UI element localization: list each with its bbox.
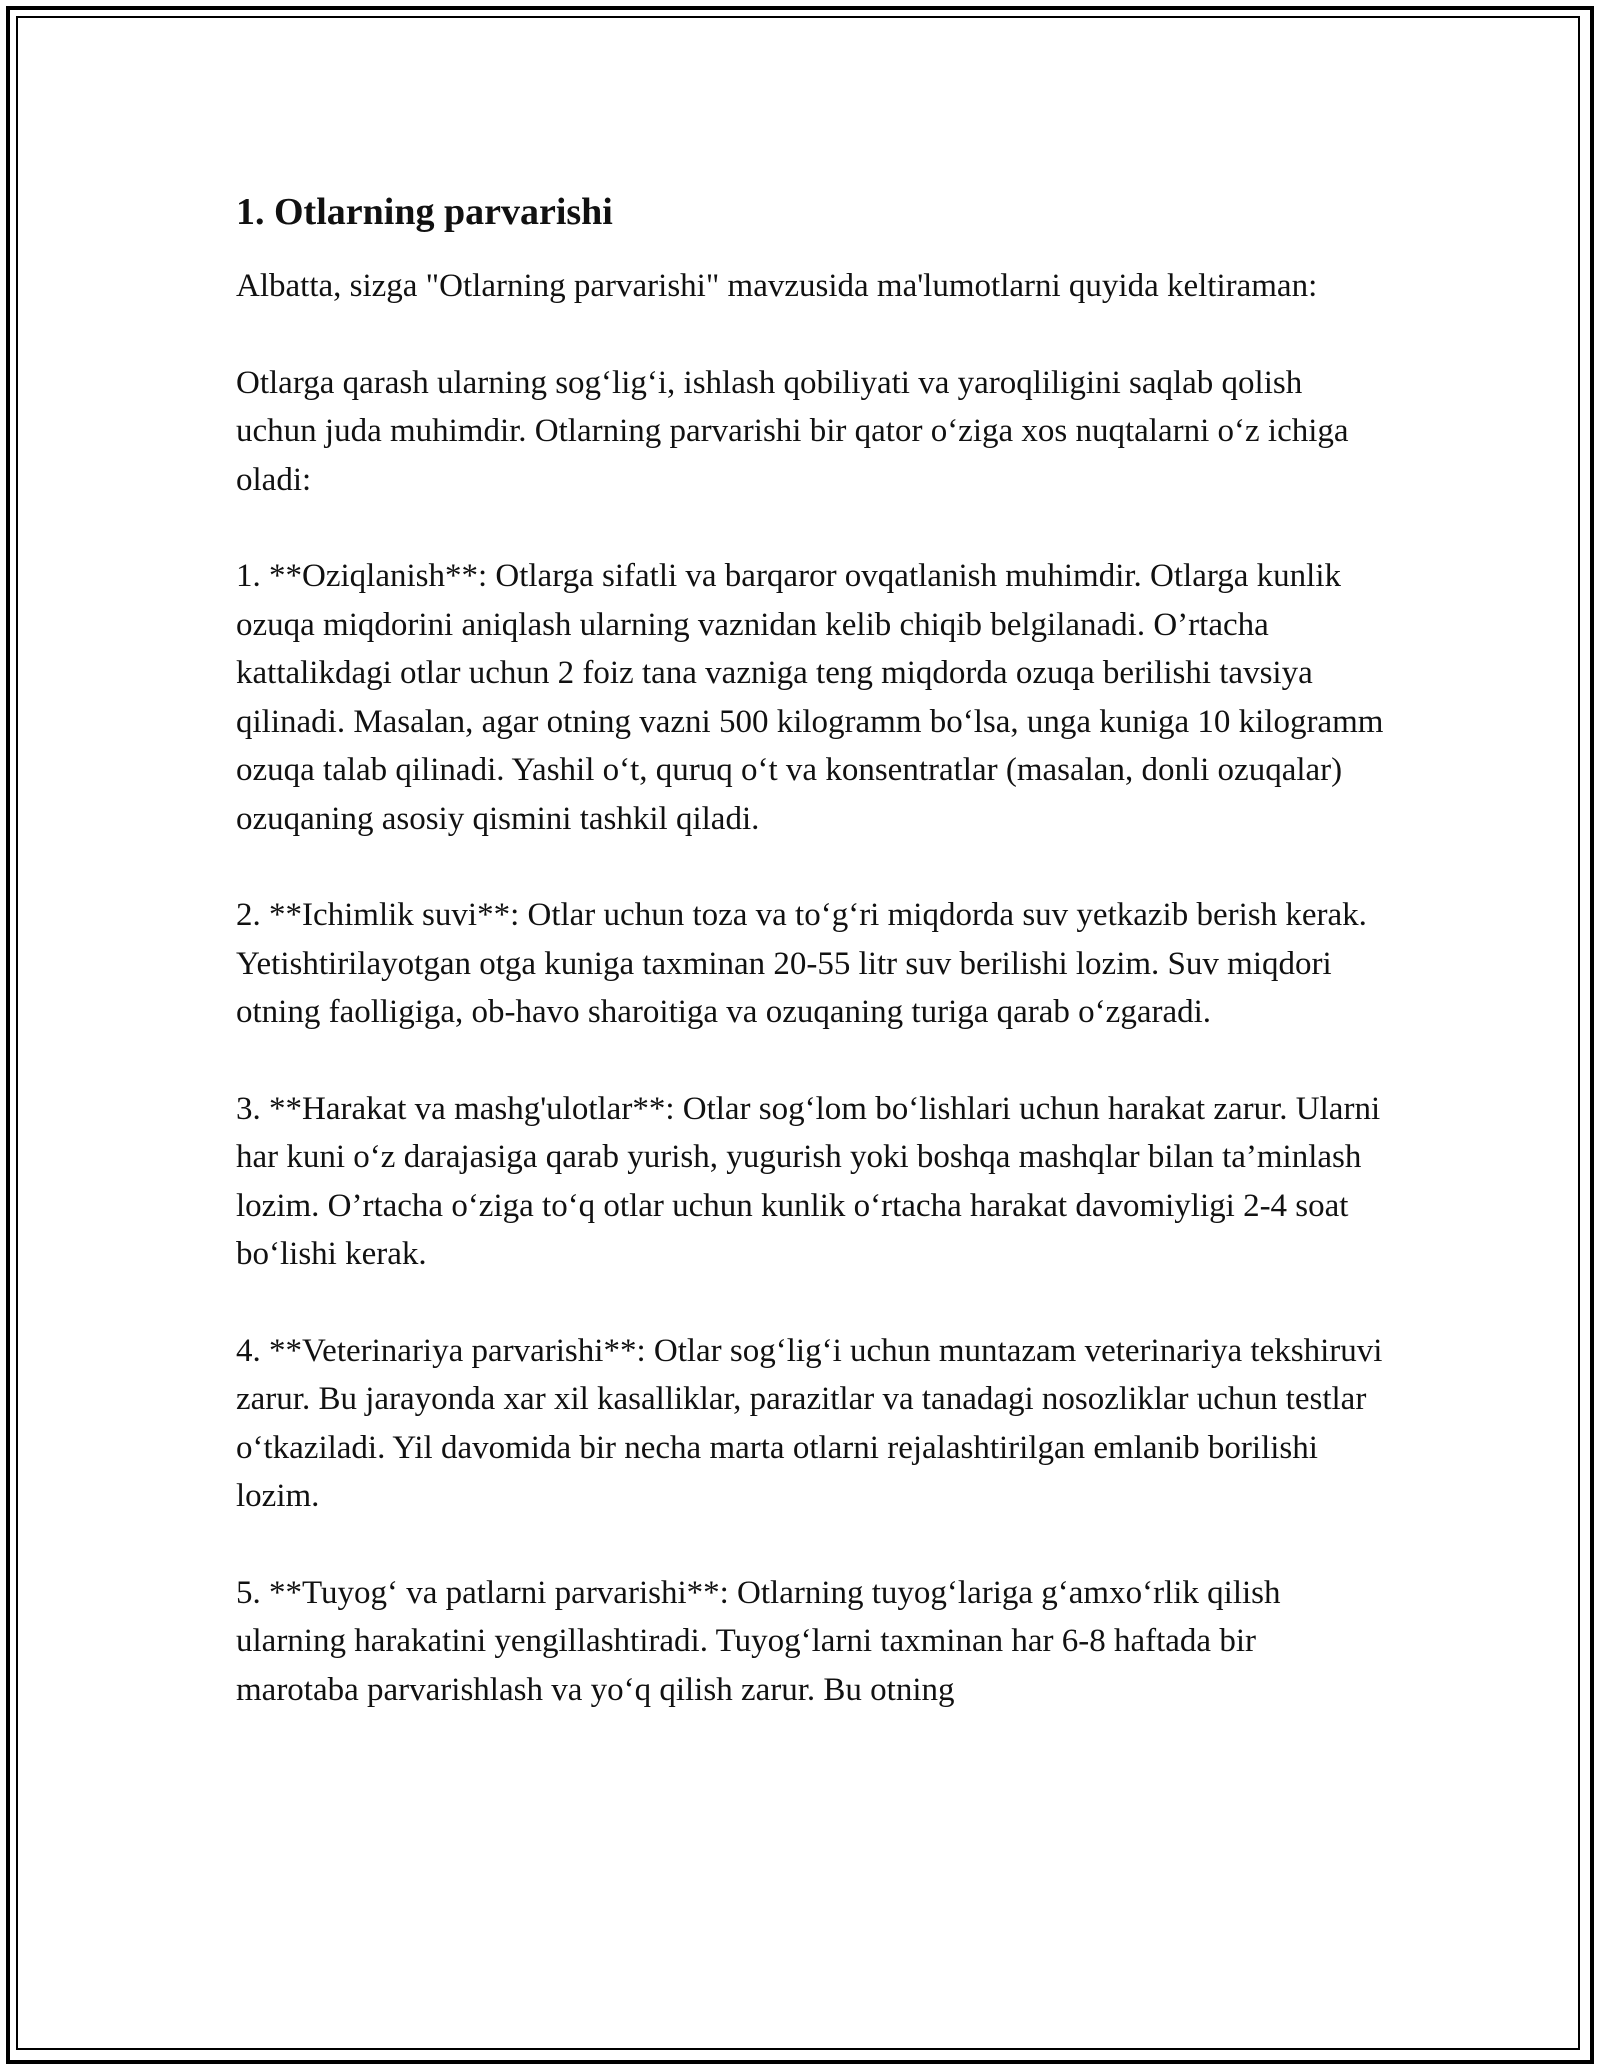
list-item-exercise: 3. **Harakat va mashg'ulotlar**: Otlar sog‘lom bo‘lishlari uchun harakat zarur. Ularni har kuni o‘z darajasiga qarab yurish, yugurish yoki boshqa mashqlar bilan ta’minlash lozim. O’rtacha o‘ziga to‘q otlar uchun kunlik o‘rtacha harakat davomiyligi 2-4 soat bo‘lishi kerak. bbox=[236, 1090, 1381, 1272]
intro-paragraph: Albatta, sizga "Otlarning parvarishi" mavzusida ma'lumotlarni quyida keltiraman: bbox=[236, 268, 1318, 304]
list-item-drinking-water: 2. **Ichimlik suvi**: Otlar uchun toza va to‘g‘ri miqdorda suv yetkazib berish kerak. Yetishtirilayotgan otga kuniga taxminan 20-55 litr suv berilishi lozim. Suv miqdori otning faolligiga, ob-havo sharoitiga va ozuqaning turiga qarab o‘zgaradi. bbox=[236, 897, 1367, 1030]
document-body bbox=[236, 188, 1386, 1762]
section-heading: 1. Otlarning parvarishi bbox=[236, 191, 613, 233]
overview-paragraph: Otlarga qarash ularning sog‘lig‘i, ishlash qobiliyati va yaroqliligini saqlab qolish uchun juda muhimdir. Otlarning parvarishi bir qator o‘ziga xos nuqtalarni o‘z ichiga oladi: bbox=[236, 364, 1349, 498]
list-item-nutrition: 1. **Oziqlanish**: Otlarga sifatli va barqaror ovqatlanish muhimdir. Otlarga kunlik ozuqa miqdorini aniqlash ularning vaznidan kelib chiqib belgilanadi. O’rtacha kattalikdagi otlar uchun 2 foiz tana vazniga teng miqdorda ozuqa berilishi tavsiya qilinadi. Masalan, agar otning vazni 500 kilogramm bo‘lsa, unga kuniga 10 kilogramm ozuqa talab qilinadi. Yashil o‘t, quruq o‘t va konsentratlar (masalan, donli ozuqalar) ozuqaning asosiy qismini tashkil qiladi. bbox=[236, 558, 1384, 837]
list-item-veterinary-care: 4. **Veterinariya parvarishi**: Otlar sog‘lig‘i uchun muntazam veterinariya tekshiruvi zarur. Bu jarayonda xar xil kasalliklar, parazitlar va tanadagi nosozliklar uchun testlar o‘tkaziladi. Yil davomida bir necha marta otlarni rejalashtirilgan emlanib borilishi lozim. bbox=[236, 1332, 1383, 1514]
list-item-hoof-care: 5. **Tuyog‘ va patlarni parvarishi**: Otlarning tuyog‘lariga g‘amxo‘rlik qilish ularning harakatini yengillashtiradi. Tuyog‘larni taxminan har 6-8 haftada bir marotaba parvarishlash va yo‘q qilish zarur. Bu otning bbox=[236, 1574, 1281, 1708]
